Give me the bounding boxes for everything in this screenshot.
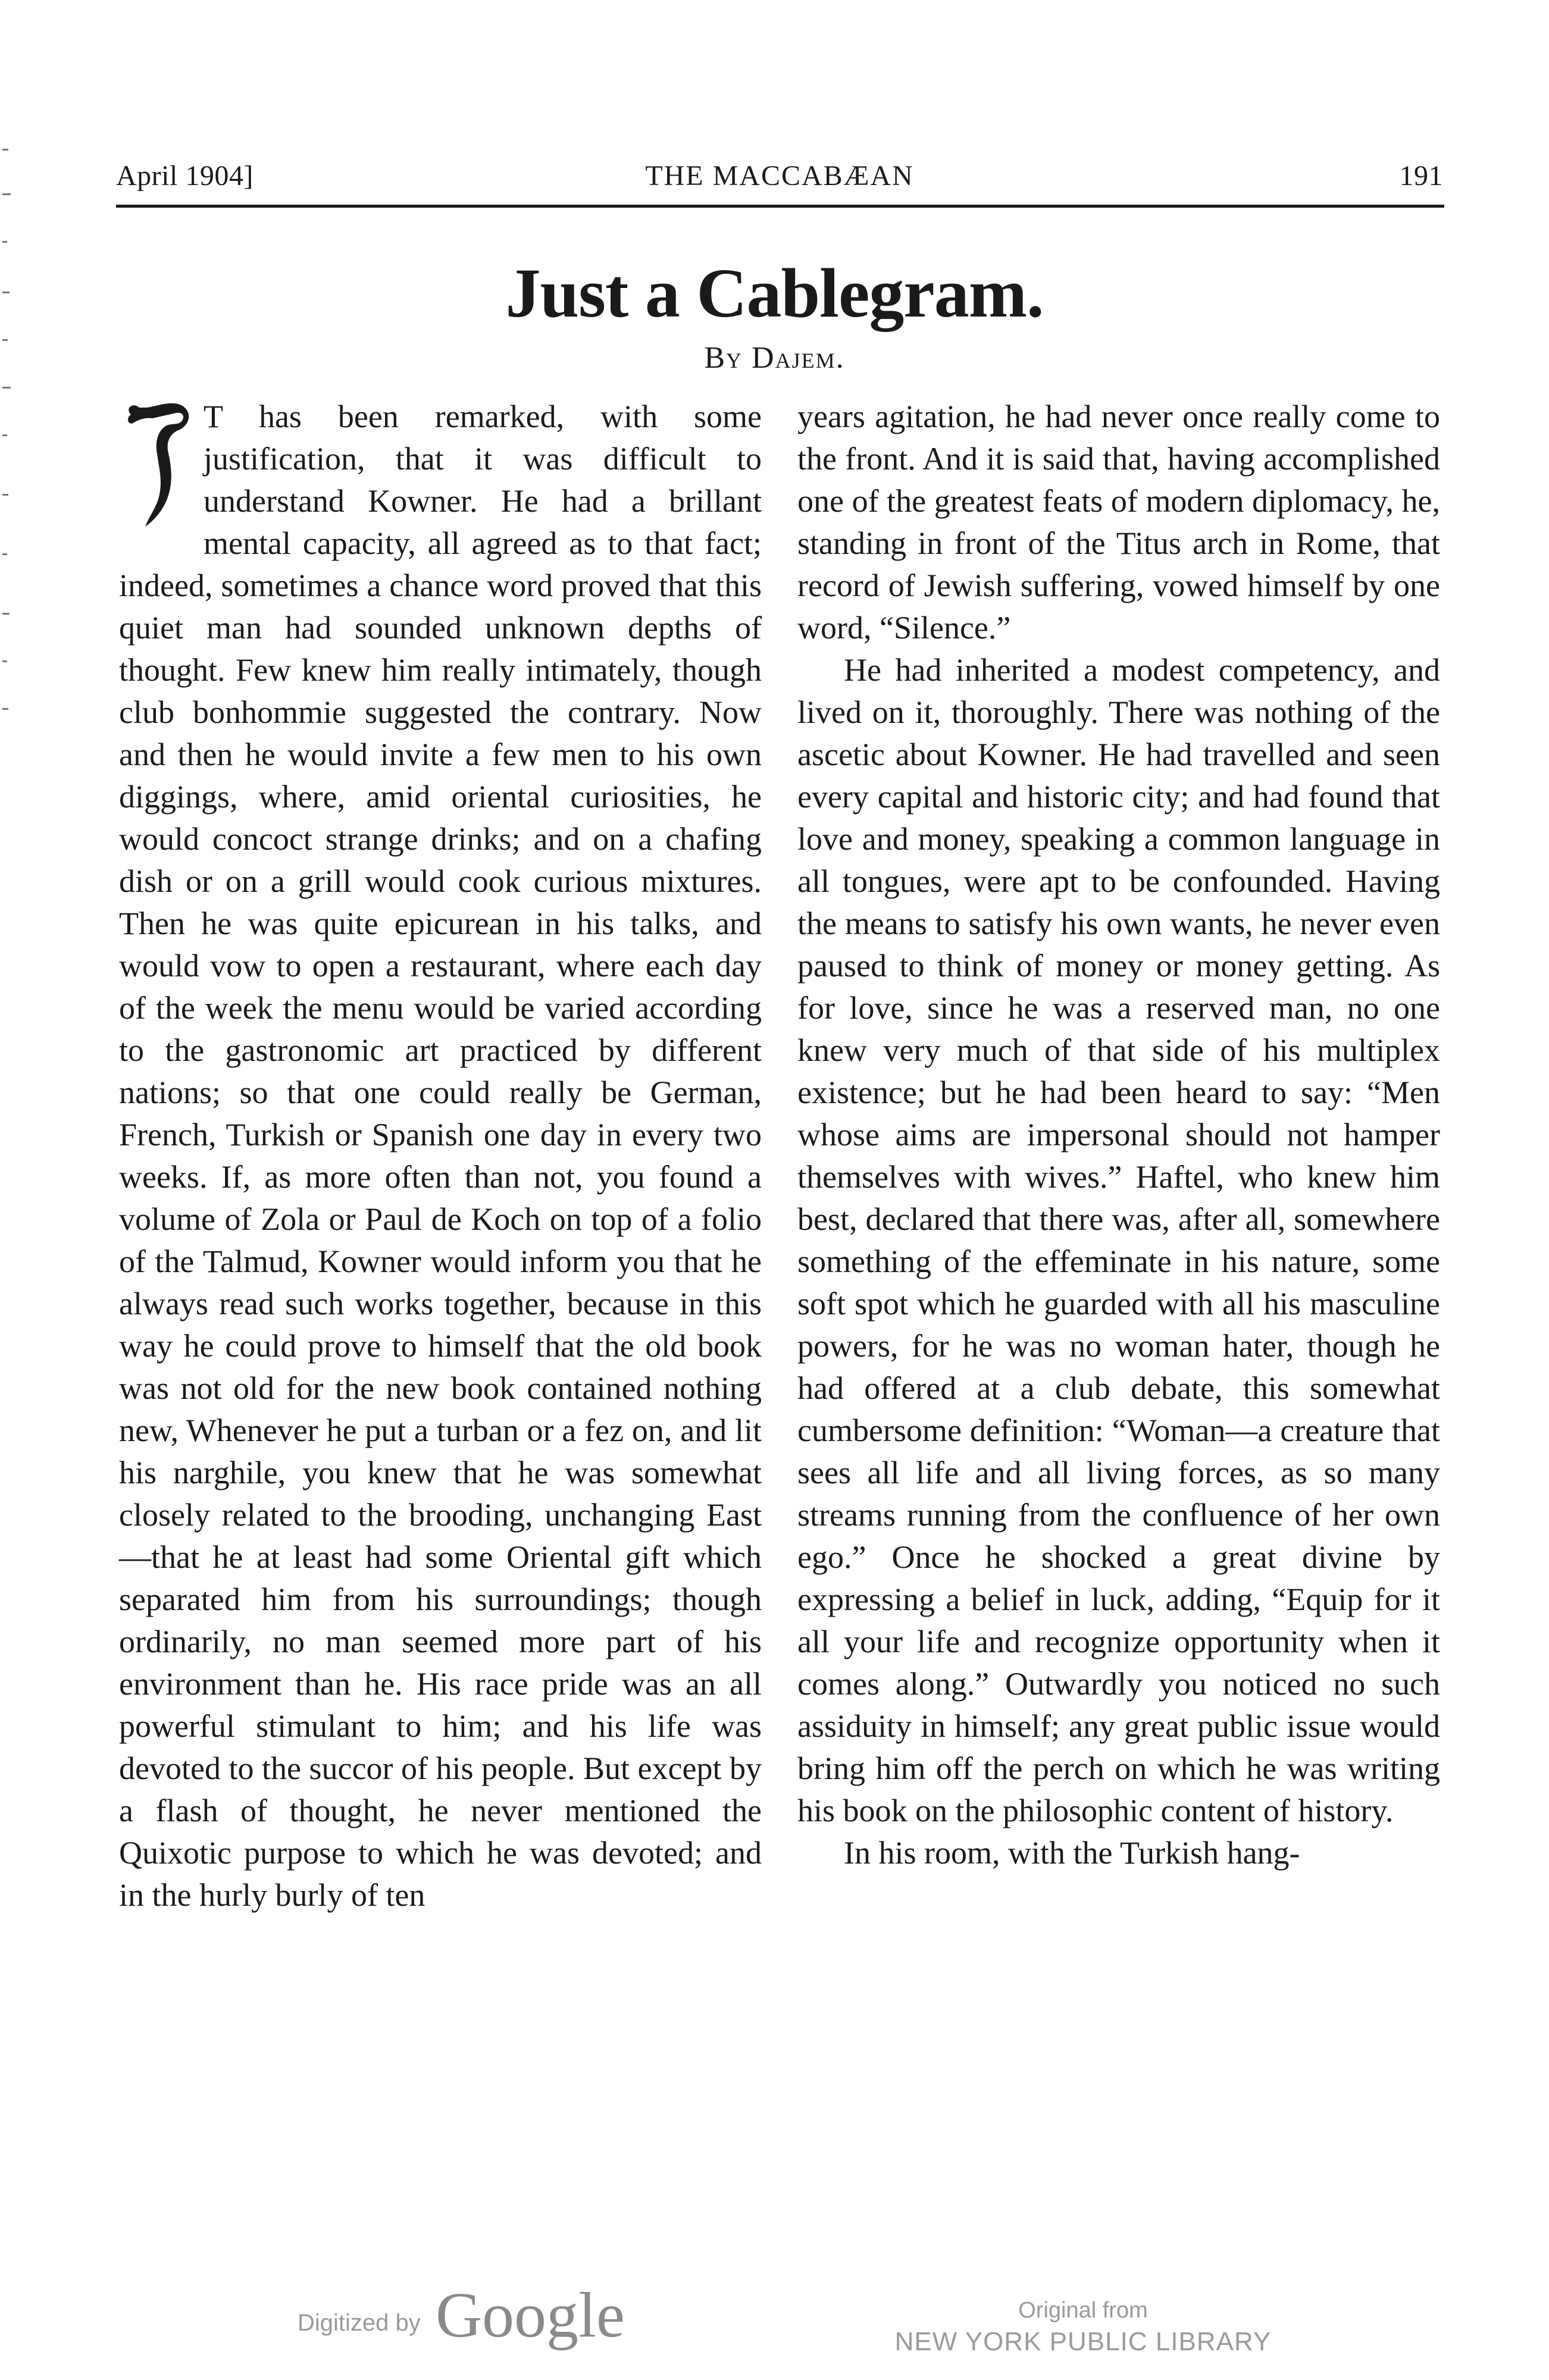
paragraph-3: He had inherited a modest competency, and lived on it, thoroughly. There was nothing of the ascetic about Kowner. He had travelled and seen every capital and historic city; and had found that love and money, speaking a common language in all tongues, were apt to be confounded. Having the means to satisfy his own wants, he never even paused to think of money or money getting. As for love, since he was a reserved man, no one knew very much of that side of his multiplex existence; but he had been heard to say: “Men whose aims are impersonal should not hamper themselves with wives.” Haftel, who knew him best, declared that there was, after all, somewhere something of the effeminate in his nature, some soft spot which he guarded with all his masculine powers, for he was no woman hater, though he had offered at a club debate, this somewhat cumbersome definition: “Woman—a creature that sees all life and all living forces, as so many streams running from the confluence of her own ego.” Once he shocked a great divine by expressing a belief in luck, adding, “Equip for it all your life and recognize opportunity when it comes along.” Outwardly you noticed no such assiduity in himself; any great public issue would bring him off the perch on which he was writing his book on the philosophic content of history.: [797, 652, 1440, 1828]
issue-date: April 1904]: [116, 160, 254, 192]
original-from-label: Original from: [1018, 2298, 1148, 2323]
right-column: [797, 396, 1440, 1874]
dropcap-i: [119, 399, 195, 531]
paragraph-2: years agitation, he had never once really come to the front. And it is said that, having accomplished one of the greatest feats of modern diplomacy, he, standing in front of the Titus arch in Rome, that record of Jewish suffering, vowed himself by one word, “Silence.”: [797, 399, 1440, 646]
article-title: Just a Cablegram.: [505, 254, 1044, 332]
original-source-watermark: [893, 2296, 1273, 2359]
running-head: [116, 159, 1443, 201]
left-column: [119, 396, 762, 1916]
scan-edge-marks: [0, 137, 13, 791]
library-name: NEW YORK PUBLIC LIBRARY: [894, 2327, 1272, 2356]
paragraph-text: T has been remarked, with some justification, that it was difficult to understand Kowner. He had a brillant mental capacity, all agreed as to that fact; indeed, sometimes a chance word proved that this quiet man had sounded unknown depths of thought. Few knew him really intimately, though club bonhommie suggested the contrary. Now and then he would invite a few men to his own diggings, where, amid oriental curiosities, he would concoct strange drinks; and on a chafing dish or on a grill would cook curious mixtures. Then he was quite epicurean in his talks, and would vow to open a restaurant, where each day of the week the menu would be varied according to the gastronomic art practiced by different nations; so that one could really be German, French, Turkish or Spanish one day in every two weeks. If, as more often than not, you found a volume of Zola or Paul de Koch on top of a folio of the Talmud, Kowner would inform you that he always read such works together, because in this way he could prove to himself that the old book was not old for the new book contained nothing new, Whenever he put a turban or a fez on, and lit his narghile, you knew that he was somewhat closely related to the brooding, unchanging East —that he at least had some Oriental gift which separated him from his surroundings; though ordinarily, no man seemed more part of his environment than he. His race pride was an all powerful stimulant to him; and his life was devoted to the succor of his people. But except by a flash of thought, he never mentioned the Quixotic purpose to which he was devoted; and in the hurly burly of ten: [119, 399, 762, 1913]
article-byline: By Dajem.: [704, 341, 845, 375]
paragraph-4: In his room, with the Turkish hang-: [844, 1835, 1300, 1871]
page-number: 191: [1399, 160, 1443, 192]
google-logo: Google: [436, 2280, 625, 2351]
paragraph-1: [119, 396, 762, 1916]
header-rule: [116, 205, 1444, 208]
journal-name: THE MACCABÆAN: [645, 160, 914, 192]
digitized-label: Digitized by: [298, 2310, 421, 2336]
